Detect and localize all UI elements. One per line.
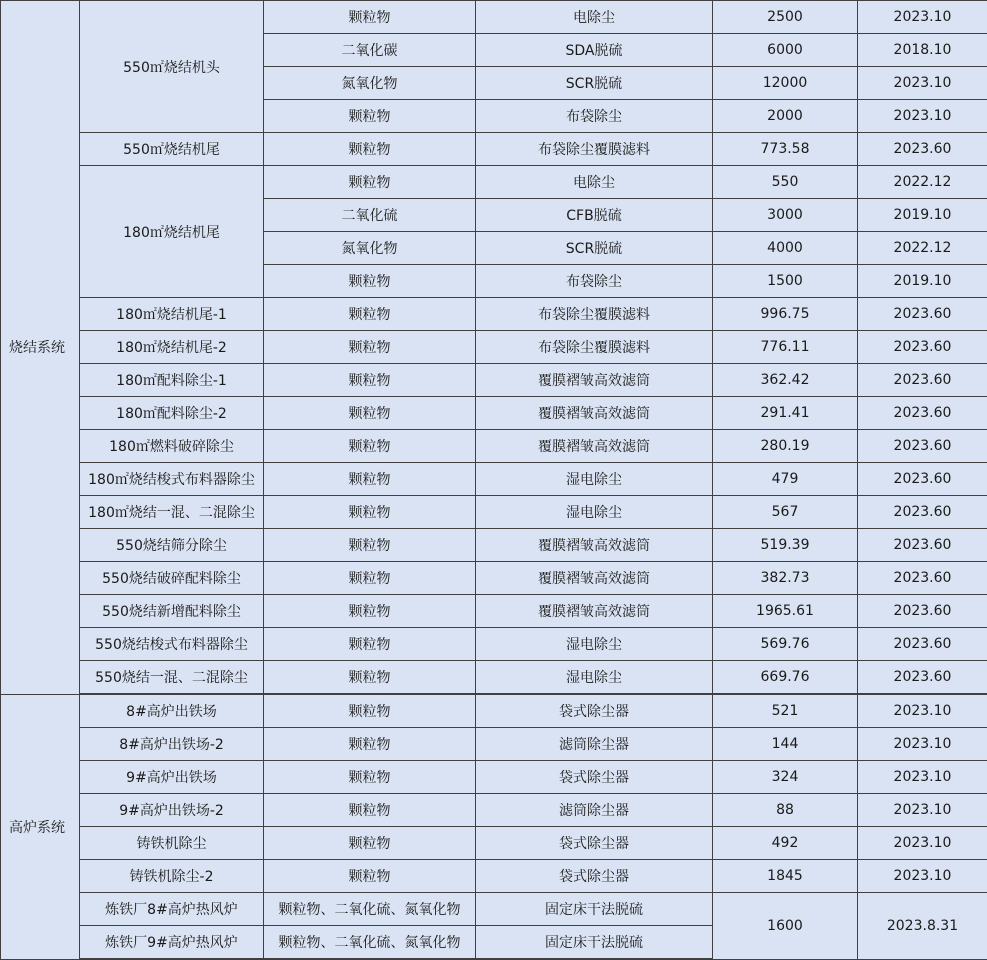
facility-cell: 布袋除尘覆膜滤料 xyxy=(476,133,713,166)
source-name-cell: 180㎡燃料破碎除尘 xyxy=(80,430,264,463)
table-row xyxy=(1,827,987,860)
source-name-cell: 180㎡烧结机尾-1 xyxy=(80,298,264,331)
value-cell: 996.75 xyxy=(713,298,858,331)
date-cell: 2023.10 xyxy=(858,761,987,794)
source-name-cell: 9#高炉出铁场 xyxy=(80,761,264,794)
pollutant-cell: 颗粒物 xyxy=(264,364,476,397)
value-cell: 144 xyxy=(713,728,858,761)
facility-cell: 电除尘 xyxy=(476,166,713,199)
facility-cell: 固定床干法脱硫 xyxy=(476,926,713,960)
pollutant-cell: 颗粒物 xyxy=(264,496,476,529)
value-cell: 382.73 xyxy=(713,562,858,595)
date-cell: 2019.10 xyxy=(858,265,987,298)
value-cell: 1845 xyxy=(713,860,858,893)
pollutant-cell: 颗粒物 xyxy=(264,463,476,496)
date-cell: 2023.60 xyxy=(858,463,987,496)
pollutant-cell: 颗粒物 xyxy=(264,265,476,298)
pollutant-cell: 氮氧化物 xyxy=(264,232,476,265)
table-row xyxy=(1,364,987,397)
pollutant-cell: 颗粒物 xyxy=(264,166,476,199)
table-row xyxy=(1,562,987,595)
date-cell: 2023.60 xyxy=(858,628,987,661)
date-cell: 2023.10 xyxy=(858,728,987,761)
source-name-cell: 550烧结新增配料除尘 xyxy=(80,595,264,628)
value-cell: 1965.61 xyxy=(713,595,858,628)
table-row xyxy=(1,694,987,728)
table-row xyxy=(1,794,987,827)
pollutant-cell: 颗粒物 xyxy=(264,397,476,430)
table-row xyxy=(1,761,987,794)
source-name-cell: 8#高炉出铁场 xyxy=(80,694,264,728)
pollutant-cell: 颗粒物 xyxy=(264,827,476,860)
source-name-cell: 炼铁厂9#高炉热风炉 xyxy=(80,926,264,960)
table-row xyxy=(1,397,987,430)
date-cell: 2022.12 xyxy=(858,232,987,265)
date-cell: 2023.60 xyxy=(858,595,987,628)
facility-cell: 布袋除尘 xyxy=(476,100,713,133)
date-cell: 2023.10 xyxy=(858,1,987,34)
facility-cell: 覆膜褶皱高效滤筒 xyxy=(476,562,713,595)
table-row xyxy=(1,463,987,496)
value-cell: 362.42 xyxy=(713,364,858,397)
date-cell: 2023.10 xyxy=(858,827,987,860)
facility-cell: SCR脱硫 xyxy=(476,67,713,100)
date-cell: 2023.60 xyxy=(858,562,987,595)
pollutant-cell: 颗粒物 xyxy=(264,331,476,364)
facility-cell: 布袋除尘覆膜滤料 xyxy=(476,298,713,331)
pollutant-cell: 二氧化碳 xyxy=(264,34,476,67)
date-cell: 2023.60 xyxy=(858,298,987,331)
value-cell: 492 xyxy=(713,827,858,860)
facility-cell: 袋式除尘器 xyxy=(476,694,713,728)
source-name-cell: 180㎡配料除尘-2 xyxy=(80,397,264,430)
value-cell: 280.19 xyxy=(713,430,858,463)
value-cell: 12000 xyxy=(713,67,858,100)
date-cell: 2022.12 xyxy=(858,166,987,199)
facility-cell: 袋式除尘器 xyxy=(476,827,713,860)
pollutant-cell: 颗粒物 xyxy=(264,298,476,331)
date-cell: 2023.10 xyxy=(858,67,987,100)
table-row xyxy=(1,430,987,463)
system-cell: 高炉系统 xyxy=(1,694,80,959)
pollutant-cell: 颗粒物 xyxy=(264,562,476,595)
table-body xyxy=(1,1,987,960)
value-cell: 3000 xyxy=(713,199,858,232)
value-cell: 2500 xyxy=(713,1,858,34)
table-row xyxy=(1,628,987,661)
date-cell: 2023.60 xyxy=(858,364,987,397)
facility-cell: 滤筒除尘器 xyxy=(476,794,713,827)
pollutant-cell: 颗粒物 xyxy=(264,529,476,562)
date-cell: 2023.60 xyxy=(858,331,987,364)
value-cell: 291.41 xyxy=(713,397,858,430)
pollutant-cell: 颗粒物 xyxy=(264,761,476,794)
pollutant-cell: 颗粒物 xyxy=(264,133,476,166)
facility-cell: 袋式除尘器 xyxy=(476,860,713,893)
pollutant-cell: 颗粒物 xyxy=(264,728,476,761)
value-cell: 669.76 xyxy=(713,661,858,695)
value-cell: 1600 xyxy=(713,893,858,960)
facility-cell: SCR脱硫 xyxy=(476,232,713,265)
date-cell: 2023.60 xyxy=(858,661,987,695)
source-name-cell: 180㎡烧结一混、二混除尘 xyxy=(80,496,264,529)
source-name-cell: 550烧结筛分除尘 xyxy=(80,529,264,562)
facility-cell: 覆膜褶皱高效滤筒 xyxy=(476,397,713,430)
table-row xyxy=(1,298,987,331)
source-name-cell: 180㎡烧结机尾 xyxy=(80,166,264,298)
pollutant-cell: 颗粒物 xyxy=(264,794,476,827)
table-row xyxy=(1,496,987,529)
facility-cell: 固定床干法脱硫 xyxy=(476,893,713,926)
date-cell: 2023.60 xyxy=(858,430,987,463)
source-name-cell: 9#高炉出铁场-2 xyxy=(80,794,264,827)
table-row xyxy=(1,595,987,628)
pollutant-cell: 颗粒物、二氧化硫、氮氧化物 xyxy=(264,926,476,960)
pollutant-cell: 颗粒物 xyxy=(264,694,476,728)
date-cell: 2023.8.31 xyxy=(858,893,987,960)
table-row xyxy=(1,1,987,34)
value-cell: 2000 xyxy=(713,100,858,133)
source-name-cell: 8#高炉出铁场-2 xyxy=(80,728,264,761)
table-row xyxy=(1,893,987,926)
date-cell: 2018.10 xyxy=(858,34,987,67)
pollutant-cell: 颗粒物 xyxy=(264,628,476,661)
pollutant-cell: 二氧化硫 xyxy=(264,199,476,232)
facility-cell: 布袋除尘 xyxy=(476,265,713,298)
value-cell: 479 xyxy=(713,463,858,496)
facility-cell: 湿电除尘 xyxy=(476,628,713,661)
pollutant-cell: 氮氧化物 xyxy=(264,67,476,100)
table-row xyxy=(1,661,987,695)
facility-cell: 覆膜褶皱高效滤筒 xyxy=(476,430,713,463)
facility-cell: 袋式除尘器 xyxy=(476,761,713,794)
value-cell: 519.39 xyxy=(713,529,858,562)
table-row xyxy=(1,133,987,166)
value-cell: 776.11 xyxy=(713,331,858,364)
source-name-cell: 180㎡配料除尘-1 xyxy=(80,364,264,397)
value-cell: 550 xyxy=(713,166,858,199)
table-row xyxy=(1,529,987,562)
value-cell: 569.76 xyxy=(713,628,858,661)
facility-cell: 覆膜褶皱高效滤筒 xyxy=(476,364,713,397)
facility-cell: 湿电除尘 xyxy=(476,661,713,695)
source-name-cell: 550烧结一混、二混除尘 xyxy=(80,661,264,695)
date-cell: 2023.10 xyxy=(858,694,987,728)
value-cell: 521 xyxy=(713,694,858,728)
value-cell: 324 xyxy=(713,761,858,794)
table-row xyxy=(1,166,987,199)
source-name-cell: 550㎡烧结机尾 xyxy=(80,133,264,166)
date-cell: 2023.60 xyxy=(858,496,987,529)
date-cell: 2023.60 xyxy=(858,529,987,562)
facility-cell: 布袋除尘覆膜滤料 xyxy=(476,331,713,364)
date-cell: 2023.60 xyxy=(858,397,987,430)
table-row xyxy=(1,331,987,364)
value-cell: 4000 xyxy=(713,232,858,265)
system-cell: 烧结系统 xyxy=(1,1,80,695)
pollutant-cell: 颗粒物、二氧化硫、氮氧化物 xyxy=(264,893,476,926)
date-cell: 2023.10 xyxy=(858,794,987,827)
date-cell: 2023.10 xyxy=(858,860,987,893)
source-name-cell: 550㎡烧结机头 xyxy=(80,1,264,133)
value-cell: 88 xyxy=(713,794,858,827)
facility-cell: 电除尘 xyxy=(476,1,713,34)
pollutant-cell: 颗粒物 xyxy=(264,595,476,628)
pollutant-cell: 颗粒物 xyxy=(264,860,476,893)
source-name-cell: 炼铁厂8#高炉热风炉 xyxy=(80,893,264,926)
table-row xyxy=(1,860,987,893)
facility-cell: 覆膜褶皱高效滤筒 xyxy=(476,529,713,562)
table-row xyxy=(1,728,987,761)
value-cell: 6000 xyxy=(713,34,858,67)
source-name-cell: 铸铁机除尘 xyxy=(80,827,264,860)
facility-cell: SDA脱硫 xyxy=(476,34,713,67)
value-cell: 567 xyxy=(713,496,858,529)
source-name-cell: 180㎡烧结梭式布料器除尘 xyxy=(80,463,264,496)
date-cell: 2023.10 xyxy=(858,100,987,133)
value-cell: 1500 xyxy=(713,265,858,298)
source-name-cell: 180㎡烧结机尾-2 xyxy=(80,331,264,364)
facility-cell: 湿电除尘 xyxy=(476,463,713,496)
source-name-cell: 铸铁机除尘-2 xyxy=(80,860,264,893)
facility-cell: CFB脱硫 xyxy=(476,199,713,232)
value-cell: 773.58 xyxy=(713,133,858,166)
date-cell: 2019.10 xyxy=(858,199,987,232)
facility-cell: 覆膜褶皱高效滤筒 xyxy=(476,595,713,628)
pollutant-cell: 颗粒物 xyxy=(264,430,476,463)
facility-cell: 滤筒除尘器 xyxy=(476,728,713,761)
source-name-cell: 550烧结破碎配料除尘 xyxy=(80,562,264,595)
source-name-cell: 550烧结梭式布料器除尘 xyxy=(80,628,264,661)
pollutant-cell: 颗粒物 xyxy=(264,661,476,695)
date-cell: 2023.60 xyxy=(858,133,987,166)
pollutant-cell: 颗粒物 xyxy=(264,100,476,133)
facility-cell: 湿电除尘 xyxy=(476,496,713,529)
pollutant-cell: 颗粒物 xyxy=(264,1,476,34)
